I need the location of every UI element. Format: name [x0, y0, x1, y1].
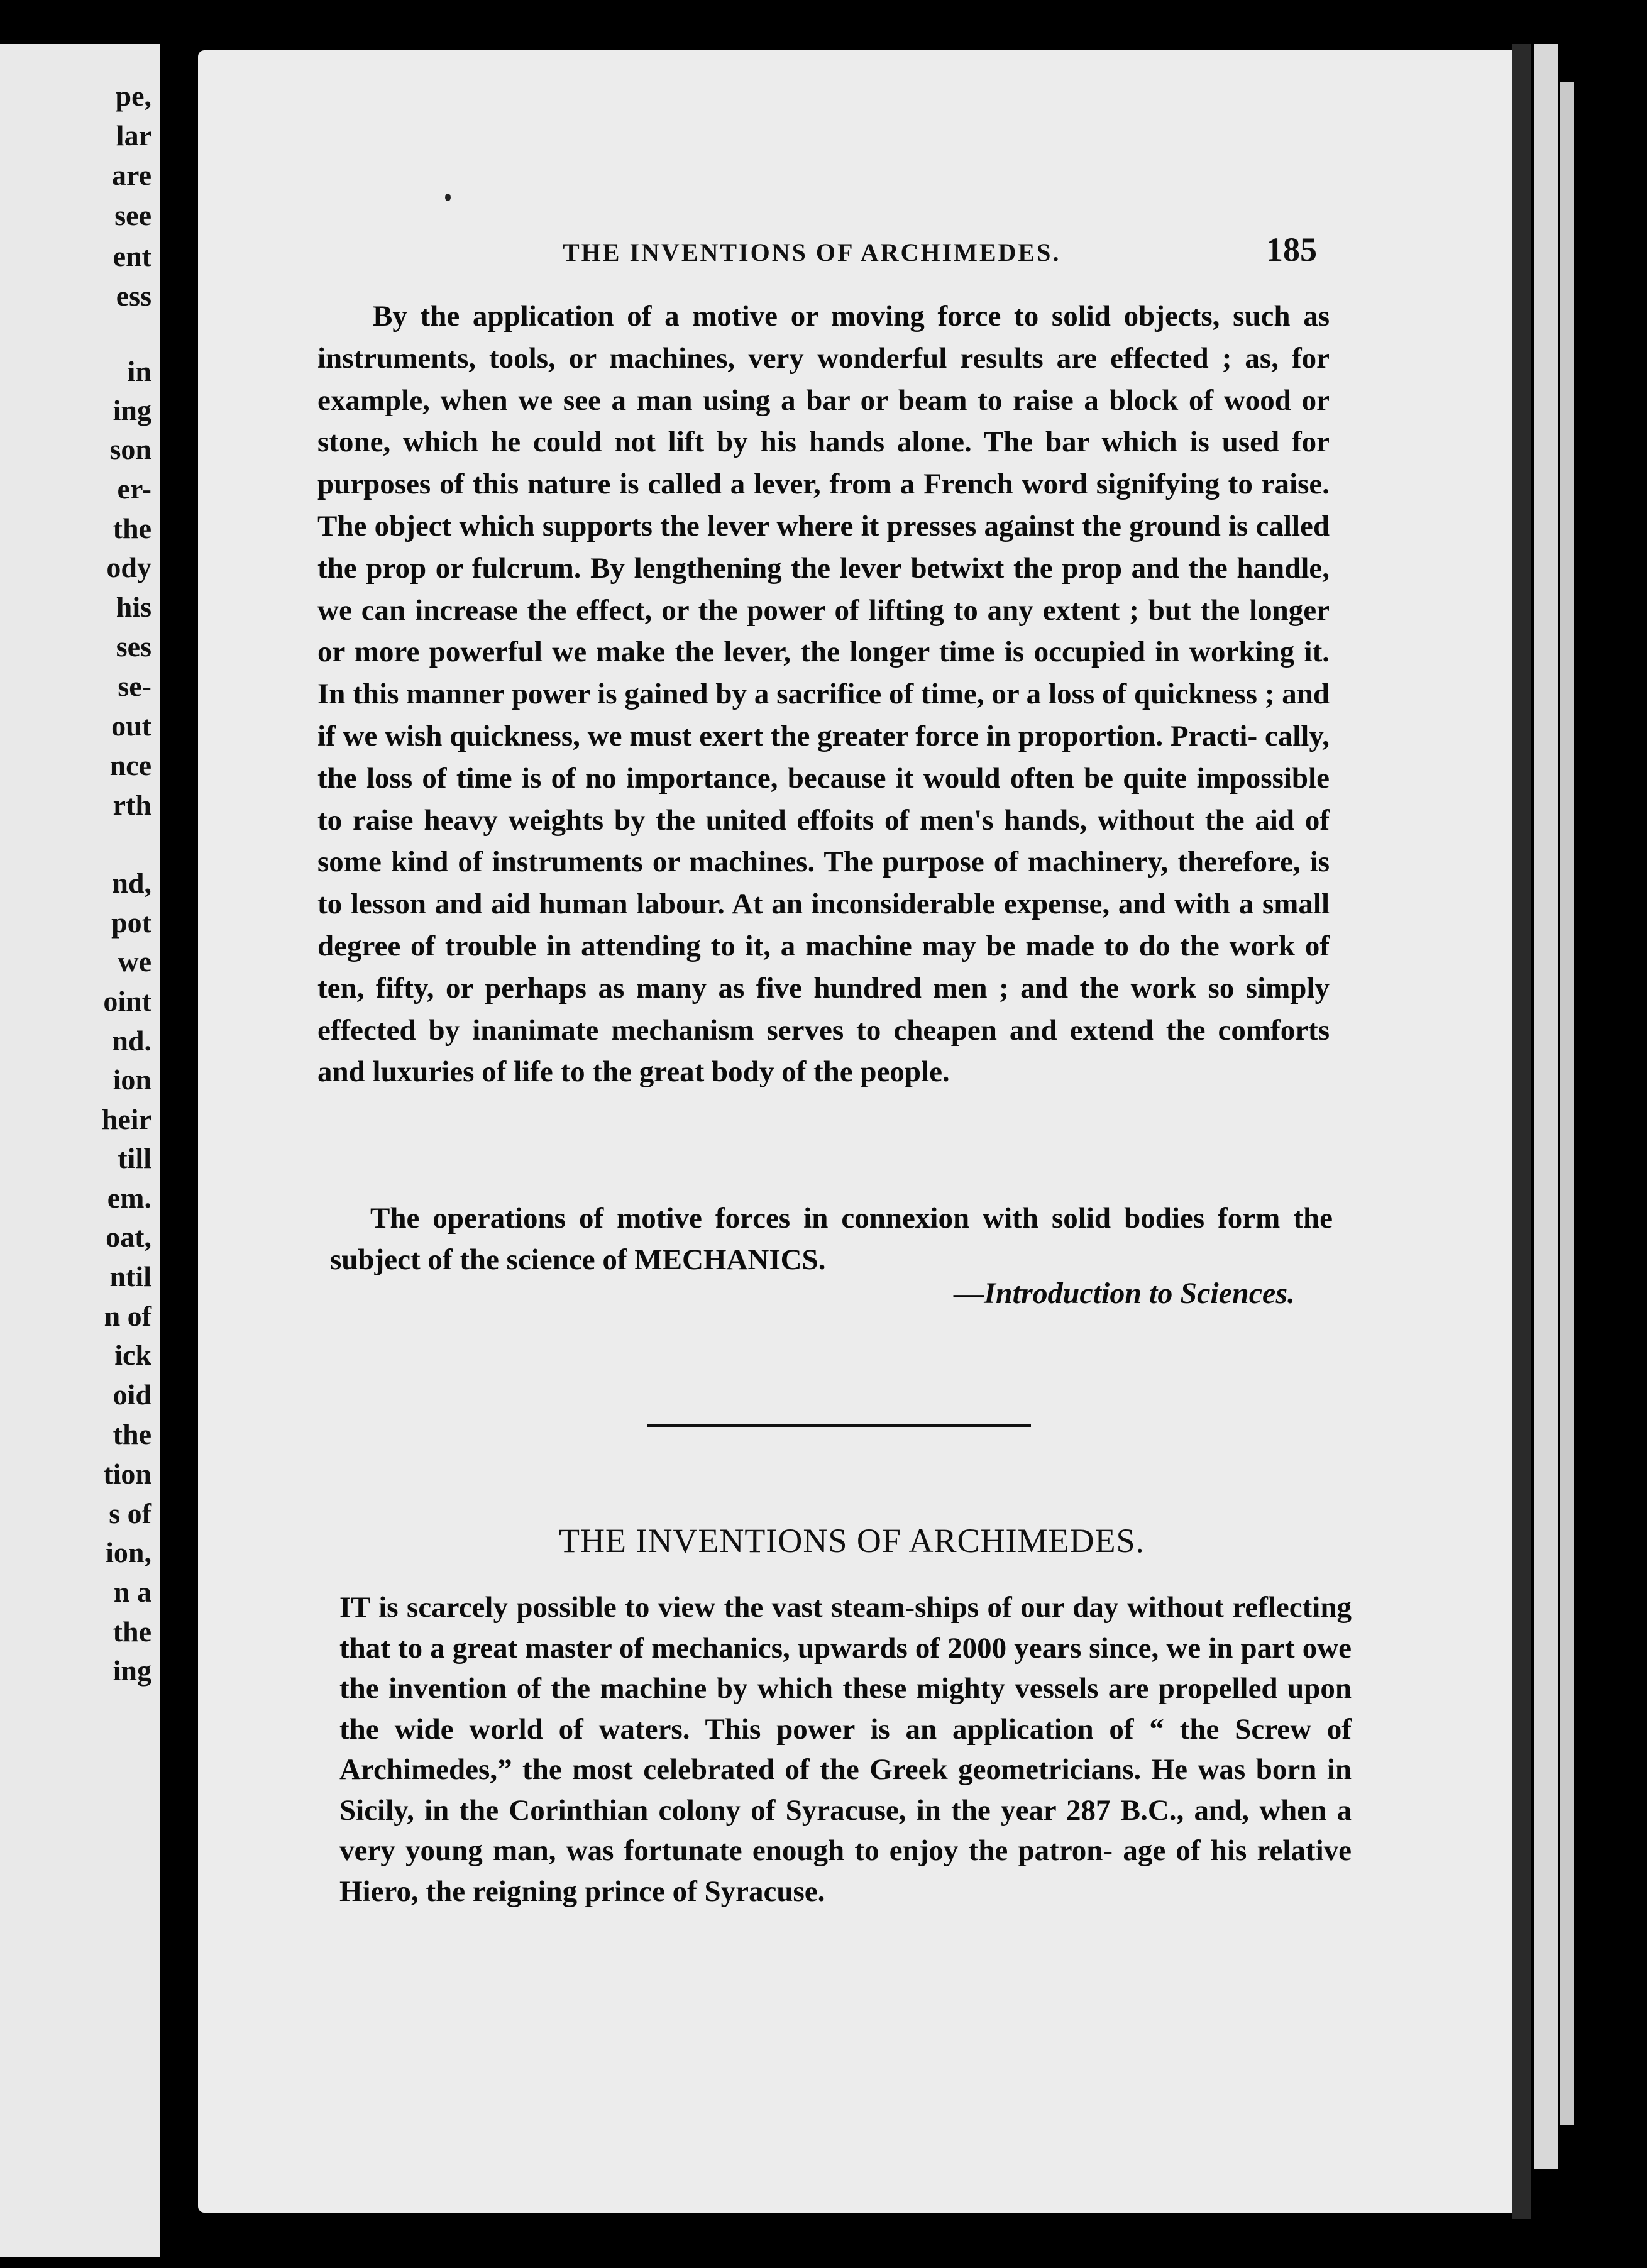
text-line: IT is scarcely possible to view the vast steam-ships of our day [339, 1591, 1119, 1624]
left-page-text-fragment: in [127, 355, 151, 387]
book-binding [1512, 44, 1531, 2219]
left-page-text-fragment: em. [107, 1182, 151, 1214]
running-head-title: THE INVENTIONS OF ARCHIMEDES. [563, 238, 1061, 267]
left-page-text-fragment: ent [113, 240, 151, 272]
left-page-text-fragment: n a [113, 1576, 151, 1608]
attribution: —Introduction to Sciences. [954, 1277, 1295, 1310]
text-line: age of his relative Hiero, the reigning prince of Syracuse. [339, 1834, 1352, 1908]
text-line: The purpose of machinery, therefore, is to lesson and aid human [317, 845, 1330, 921]
text-line: quickness, we must exert the greater force in proportion. Practi- [449, 719, 1258, 752]
text-line: extent ; but the longer or more powerful we make the lever, the [317, 593, 1330, 669]
left-page-text-fragment: ing [113, 394, 151, 426]
left-page-fragment [0, 44, 160, 2257]
text-line: in the Corinthian colony of Syracuse, in the year 287 B.C., and, [424, 1793, 1249, 1827]
ink-speck [445, 194, 451, 201]
left-page-text-fragment: son [109, 433, 151, 465]
left-page-text-fragment: pe, [115, 80, 151, 112]
text-line: By the application of a motive or moving force to solid objects, [373, 300, 1220, 333]
left-page-text-fragment: till [118, 1142, 151, 1174]
left-page-text-fragment: ntil [109, 1260, 151, 1292]
text-line: trouble in attending to it, a machine may be made to do the work [444, 929, 1296, 962]
left-page-text-fragment: ick [114, 1339, 151, 1371]
text-line: cally, the loss of time is of no importance, because it would often be [317, 719, 1330, 795]
left-page-text-fragment: are [111, 159, 151, 191]
text-line: effected ; as, for example, when we see a man using a bar or beam [317, 341, 1330, 417]
text-line: to raise a block of wood or stone, which he could not lift by his [317, 383, 1330, 459]
left-page-text-fragment: s of [109, 1497, 151, 1529]
section-divider-rule [647, 1424, 1031, 1427]
left-page-text-fragment: ing [113, 1654, 151, 1687]
left-page-text-fragment: ion, [106, 1536, 151, 1568]
section-title: THE INVENTIONS OF ARCHIMEDES. [559, 1522, 1145, 1560]
left-page-text-fragment: heir [101, 1103, 151, 1135]
text-line: The operations of motive forces in connexion with solid bodies [370, 1202, 1205, 1235]
paragraph-mechanics-definition [330, 1197, 1333, 1280]
text-line: hands alone. The bar which is used for purposes of this nature is [317, 426, 1330, 501]
text-line: which supports the lever where it presses against the ground is called [459, 509, 1330, 542]
left-page-text-fragment: oat, [106, 1221, 151, 1253]
left-page-text-fragment: ses [116, 630, 151, 663]
text-line: without reflecting that to a great master of mechanics, upwards of [339, 1591, 1352, 1665]
text-line: the most celebrated of the Greek geometricians. He was born in Sicily, [339, 1753, 1352, 1827]
paragraph-archimedes [339, 1587, 1352, 1912]
text-line: called a lever, from a French word signifying to raise. The object [317, 468, 1330, 542]
text-line: extend the comforts and luxuries of life to the great body of the [317, 1013, 1330, 1089]
left-page-text-fragment: the [113, 1418, 151, 1450]
left-page-text-fragment: nce [109, 749, 151, 781]
left-page-text-fragment: out [111, 710, 151, 742]
page-number: 185 [1266, 231, 1317, 268]
text-line: the handle, we can increase the effect, or the power of lifting to any [317, 551, 1330, 627]
left-page-text-fragment: see [114, 199, 151, 231]
left-page-text-fragment: rth [113, 789, 151, 821]
left-page-text-fragment: n of [104, 1300, 151, 1332]
text-line: such as instruments, tools, or machines, very wonderful results are [317, 300, 1330, 375]
left-page-text-fragment: nd. [112, 1025, 151, 1057]
left-page-text-fragment: oid [113, 1379, 151, 1411]
left-page-text-fragment: er- [117, 473, 151, 505]
text-line: so simply effected by inanimate mechanism serves to cheapen and [317, 971, 1330, 1047]
left-page-text-fragment: his [116, 591, 151, 623]
left-page-text-fragment: pot [111, 906, 151, 939]
left-page-text-fragment: ody [106, 551, 151, 583]
running-head [361, 233, 1323, 270]
text-line: 2000 years since, we in part owe the invention of the machine by [339, 1631, 1352, 1705]
left-page-text-fragment: ess [116, 280, 151, 312]
left-page-text-fragment: we [118, 945, 151, 977]
left-page-text-fragment: the [113, 1616, 151, 1648]
left-page-text-fragment: oint [103, 985, 151, 1017]
text-line: labour. At an inconsiderable expense, and with a small degree of [317, 888, 1330, 962]
left-page-text-fragment: tion [103, 1458, 151, 1490]
page-edge-inner [1560, 82, 1574, 2125]
text-line: of ten, fifty, or perhaps as many as five hundred men ; and the work [317, 929, 1330, 1005]
text-line: the prop or fulcrum. By lengthening the lever betwixt the prop and [317, 551, 1179, 585]
text-line: longer time is occupied in working it. In this manner power is [317, 636, 1330, 711]
page-edge [1534, 44, 1558, 2169]
text-line: gained by a sacrifice of time, or a loss of quickness ; and if we wish [317, 678, 1330, 752]
paragraph-mechanics [317, 295, 1330, 1093]
text-line: hands, without the aid of some kind of instruments or machines. [317, 803, 1330, 879]
text-line: waters. This power is an application of “ the Screw of Archimedes,” [339, 1712, 1352, 1786]
text-line: which these mighty vessels are propelled upon the wide world of [339, 1672, 1352, 1746]
left-page-text-fragment: lar [116, 119, 151, 151]
text-line: people. [860, 1055, 950, 1089]
left-page-text-fragment: se- [118, 670, 151, 702]
text-line: quite impossible to raise heavy weights by the united effoits of men's [317, 761, 1330, 837]
left-page-text-fragment: the [113, 512, 151, 544]
text-line: form the subject of the science of MECHANICS. [330, 1202, 1333, 1276]
text-line: when a very young man, was fortunate enough to enjoy the patron- [339, 1793, 1352, 1867]
left-page-text-fragment: nd, [112, 867, 151, 899]
left-page-text-fragment: ion [113, 1064, 151, 1096]
